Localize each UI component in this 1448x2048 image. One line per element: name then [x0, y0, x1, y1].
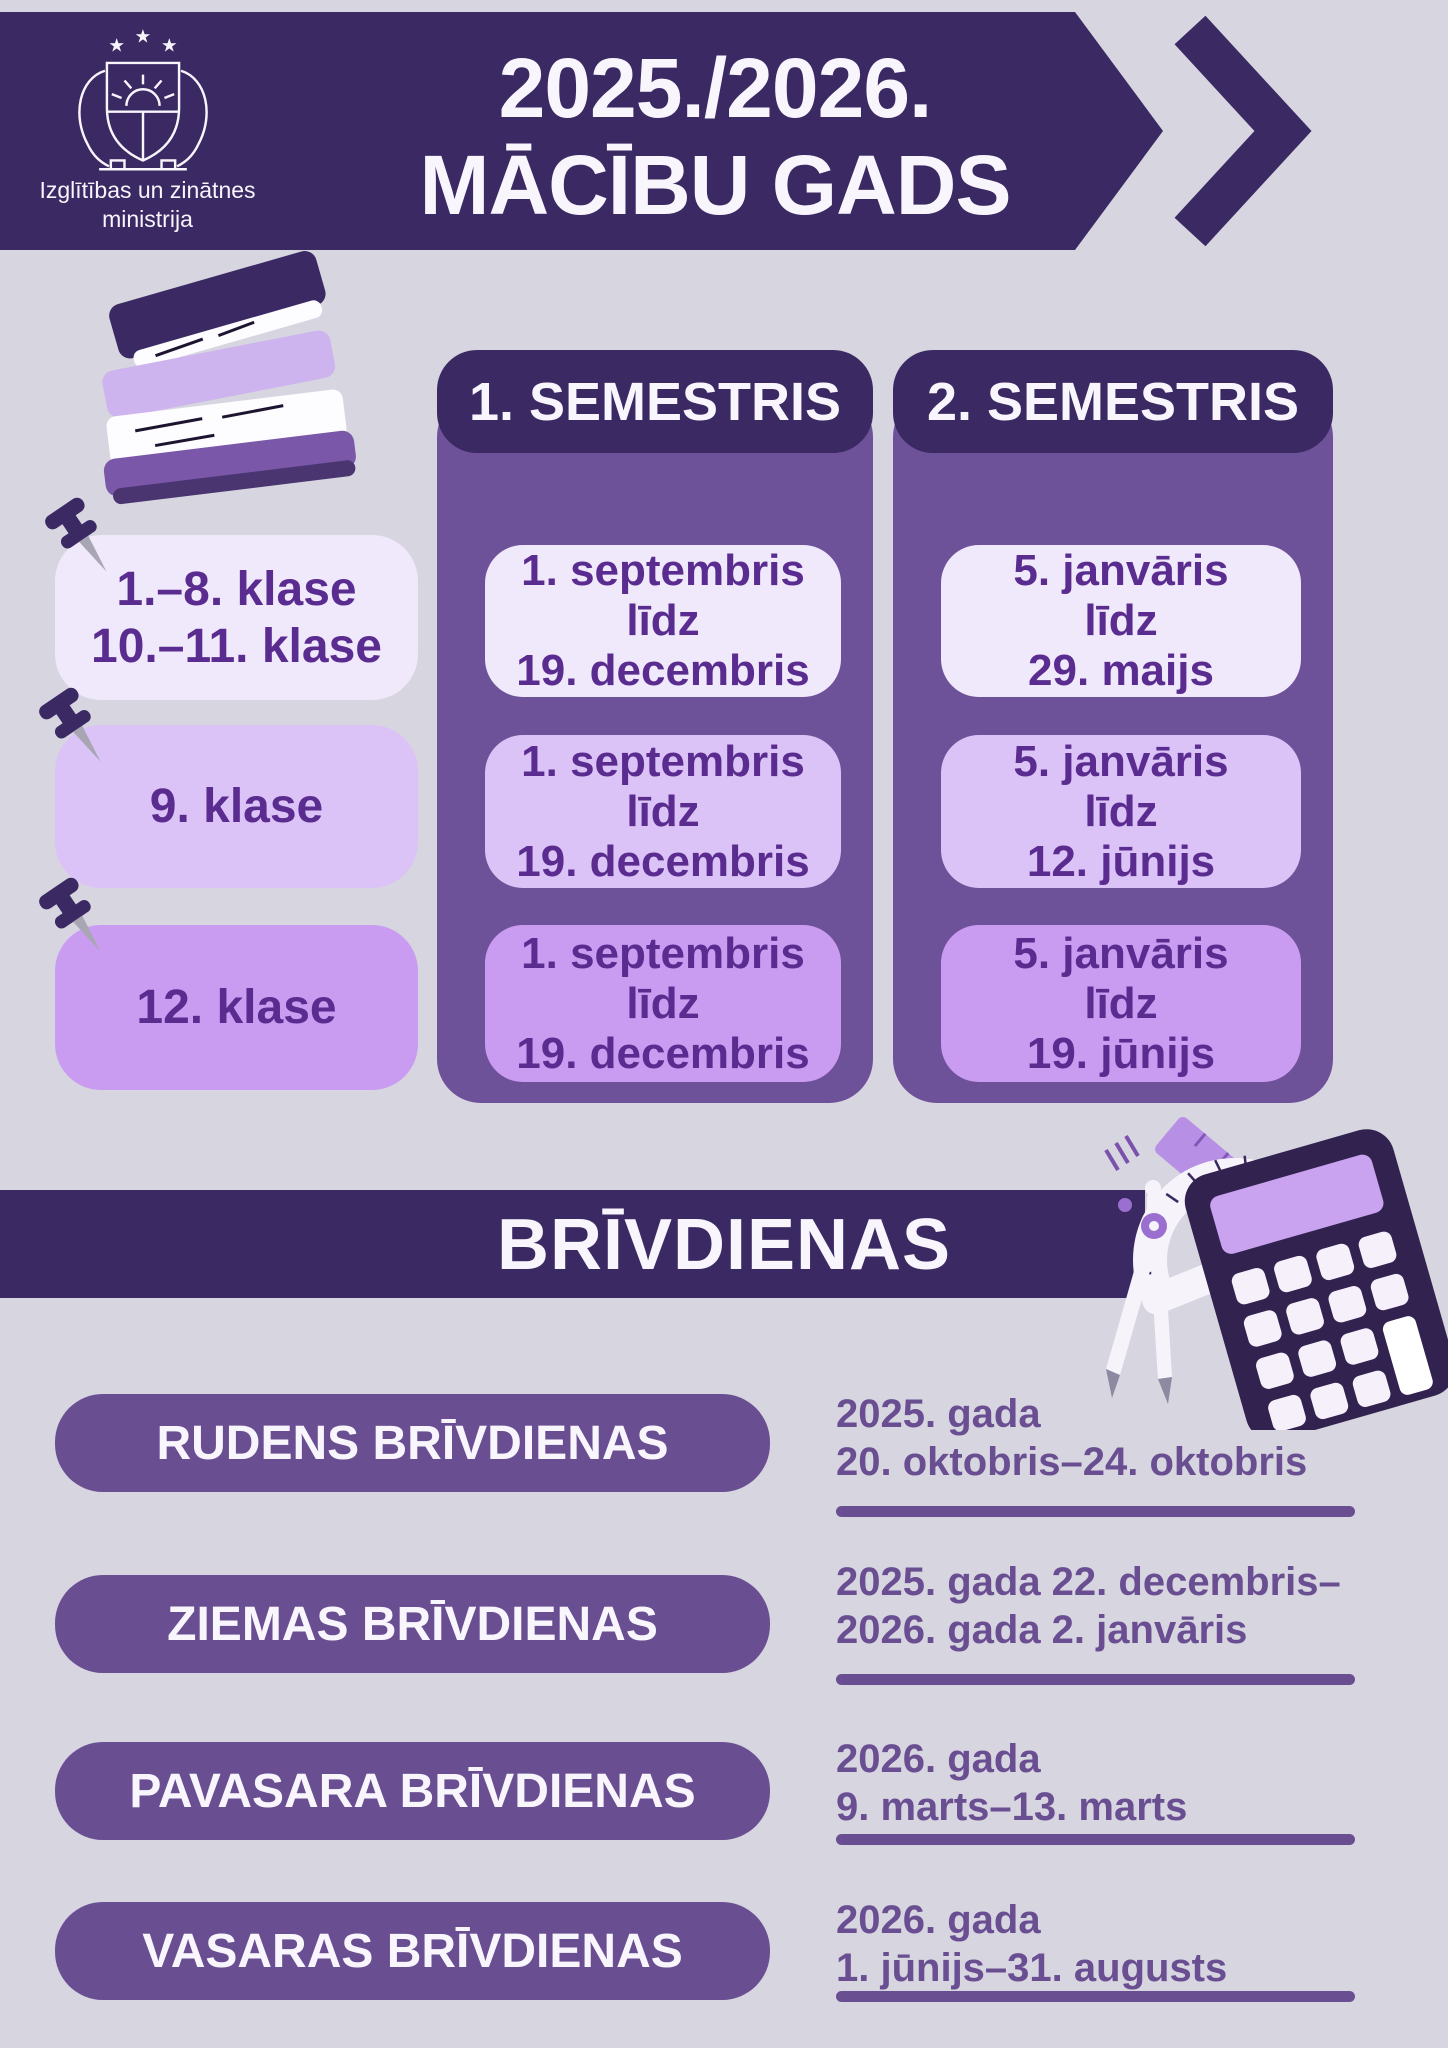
holiday-ziemas-dates — [836, 1558, 1416, 1654]
ministry-name — [10, 176, 285, 234]
page-title-line2: MĀCĪBU GADS — [419, 138, 1011, 232]
semester-2-header-label: 2. SEMESTRIS — [926, 371, 1300, 432]
holiday-label: ZIEMAS BRĪVDIENAS — [167, 1597, 658, 1651]
holiday-date-line1: 2025. gada 22. decembris– — [836, 1560, 1341, 1604]
holiday-pavasara-pill — [55, 1742, 770, 1840]
sem2-dates-row1 — [941, 545, 1301, 697]
svg-text:★: ★ — [108, 35, 125, 57]
page-title — [290, 40, 1140, 234]
sem2-dates-row2 — [941, 735, 1301, 888]
divider-line — [836, 1834, 1355, 1845]
sem1-dates-row1 — [485, 545, 841, 697]
chevron-right-arrow-icon — [1190, 30, 1283, 232]
date-line: līdz — [1084, 596, 1158, 645]
date-line: līdz — [626, 596, 700, 645]
holiday-label: VASARAS BRĪVDIENAS — [142, 1924, 683, 1978]
date-line: 1. septembris — [521, 736, 805, 786]
ministry-name-line1: Izglītības un zinātnes — [39, 177, 256, 203]
holiday-date-line1: 2026. gada — [836, 1737, 1041, 1781]
holiday-vasaras-dates — [836, 1896, 1416, 1992]
holiday-date-line2: 2026. gada 2. janvāris — [836, 1608, 1248, 1652]
semester-2-header — [893, 350, 1333, 453]
holiday-rudens-pill — [55, 1394, 770, 1492]
divider-line — [836, 1674, 1355, 1685]
semester-1-header — [437, 350, 873, 453]
date-line: 29. maijs — [1028, 646, 1214, 695]
class-label-line1: 12. klase — [136, 981, 337, 1034]
pushpin-icon — [22, 678, 132, 788]
date-line: 12. jūnijs — [1026, 836, 1216, 886]
semester-1-header-label: 1. SEMESTRIS — [468, 371, 842, 432]
date-line: līdz — [626, 978, 700, 1028]
svg-text:★: ★ — [161, 35, 178, 57]
sem1-dates-row3 — [485, 925, 841, 1082]
latvia-coat-of-arms-icon — [40, 22, 246, 178]
sem1-dates-row2 — [485, 735, 841, 888]
divider-line — [836, 1506, 1355, 1517]
date-line: līdz — [1084, 786, 1158, 836]
holiday-vasaras-pill — [55, 1902, 770, 2000]
holiday-ziemas-pill — [55, 1575, 770, 1673]
holidays-section-title: BRĪVDIENAS — [496, 1205, 952, 1285]
date-line: 1. septembris — [521, 928, 805, 978]
ministry-name-line2: ministrija — [102, 206, 193, 232]
books-stack-illustration-icon — [75, 245, 380, 525]
class-label-line1: 1.–8. klase — [116, 562, 357, 616]
date-line: 19. jūnijs — [1026, 1028, 1216, 1078]
svg-text:★: ★ — [134, 26, 152, 48]
date-line: 5. janvāris — [1013, 928, 1229, 978]
date-line: 5. janvāris — [1013, 546, 1229, 595]
pushpin-icon — [28, 488, 138, 598]
pushpin-icon — [22, 868, 132, 978]
date-line: 19. decembris — [516, 646, 810, 695]
holiday-label: RUDENS BRĪVDIENAS — [156, 1416, 669, 1470]
date-line: līdz — [626, 786, 700, 836]
holiday-date-line1: 2025. gada — [836, 1392, 1041, 1436]
date-line: 19. decembris — [516, 836, 810, 886]
calculator-protractor-compass-ruler-illustration-icon — [1020, 1050, 1448, 1430]
holiday-date-line2: 9. marts–13. marts — [836, 1785, 1188, 1829]
holiday-date-line1: 2026. gada — [836, 1898, 1041, 1942]
class-label-line2: 10.–11. klase — [91, 619, 382, 673]
holiday-date-line2: 20. oktobris–24. oktobris — [836, 1440, 1308, 1484]
holiday-date-line2: 1. jūnijs–31. augusts — [836, 1946, 1228, 1990]
holiday-label: PAVASARA BRĪVDIENAS — [129, 1764, 696, 1818]
date-line: 1. septembris — [521, 546, 805, 595]
holiday-pavasara-dates — [836, 1735, 1416, 1831]
date-line: līdz — [1084, 978, 1158, 1028]
date-line: 19. decembris — [516, 1028, 810, 1078]
date-line: 5. janvāris — [1013, 736, 1229, 786]
divider-line — [836, 1991, 1355, 2002]
class-label-line1: 9. klase — [149, 780, 324, 833]
page-title-line1: 2025./2026. — [498, 41, 932, 135]
